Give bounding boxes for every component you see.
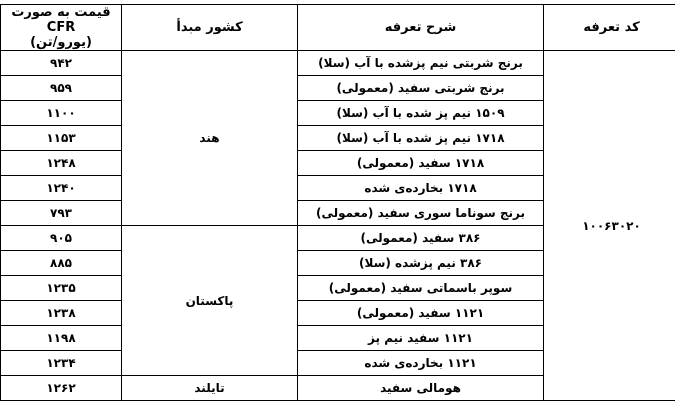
header-description: شرح تعرفه: [298, 5, 544, 51]
price-cell: ۱۱۰۰: [1, 101, 122, 126]
price-cell: ۱۲۶۲: [1, 376, 122, 401]
tariff-code-cell: ۱۰۰۶۳۰۲۰: [544, 51, 675, 401]
price-cell: ۹۴۲: [1, 51, 122, 76]
price-cell: ۱۲۳۵: [1, 276, 122, 301]
description-cell: ۱۱۲۱ سفید نیم پز: [298, 326, 544, 351]
table-header-row: [1, 5, 675, 51]
price-cell: ۹۵۹: [1, 76, 122, 101]
country-cell-thailand: تایلند: [122, 376, 298, 401]
description-cell: ۱۷۱۸ بخارده‌ی شده: [298, 176, 544, 201]
description-cell: ۱۵۰۹ نیم پز شده با آب (سلا): [298, 101, 544, 126]
price-cell: ۱۲۳۸: [1, 301, 122, 326]
header-price-line1: قیمت به صورت CFR: [11, 5, 111, 35]
price-cell: ۱۲۴۸: [1, 151, 122, 176]
price-cell: ۱۱۹۸: [1, 326, 122, 351]
description-cell: ۳۸۶ سفید (معمولی): [298, 226, 544, 251]
price-cell: ۱۲۳۴: [1, 351, 122, 376]
country-cell-india: هند: [122, 51, 298, 226]
price-cell: ۱۲۴۰: [1, 176, 122, 201]
description-cell: هومالی سفید: [298, 376, 544, 401]
price-cell: ۷۹۳: [1, 201, 122, 226]
price-cell: ۱۱۵۳: [1, 126, 122, 151]
description-cell: ۱۱۲۱ سفید (معمولی): [298, 301, 544, 326]
description-cell: ۱۷۱۸ سفید (معمولی): [298, 151, 544, 176]
description-cell: ۱۱۲۱ بخارده‌ی شده: [298, 351, 544, 376]
country-cell-pakistan: پاکستان: [122, 226, 298, 376]
price-cell: ۸۸۵: [1, 251, 122, 276]
description-cell: برنج شربتی نیم پزشده با آب (سلا): [298, 51, 544, 76]
header-code: کد تعرفه: [544, 5, 675, 51]
header-price: [1, 5, 122, 51]
header-country: کشور مبدأ: [122, 5, 298, 51]
description-cell: ۱۷۱۸ نیم پز شده با آب (سلا): [298, 126, 544, 151]
tariff-table: [0, 4, 675, 401]
price-cell: ۹۰۵: [1, 226, 122, 251]
header-price-line2: (یورو/تن): [30, 35, 92, 50]
description-cell: سوپر باسماتی سفید (معمولی): [298, 276, 544, 301]
description-cell: ۳۸۶ نیم پزشده (سلا): [298, 251, 544, 276]
description-cell: برنج سوناما سوری سفید (معمولی): [298, 201, 544, 226]
description-cell: برنج شربتی سفید (معمولی): [298, 76, 544, 101]
table-row: [1, 51, 675, 76]
